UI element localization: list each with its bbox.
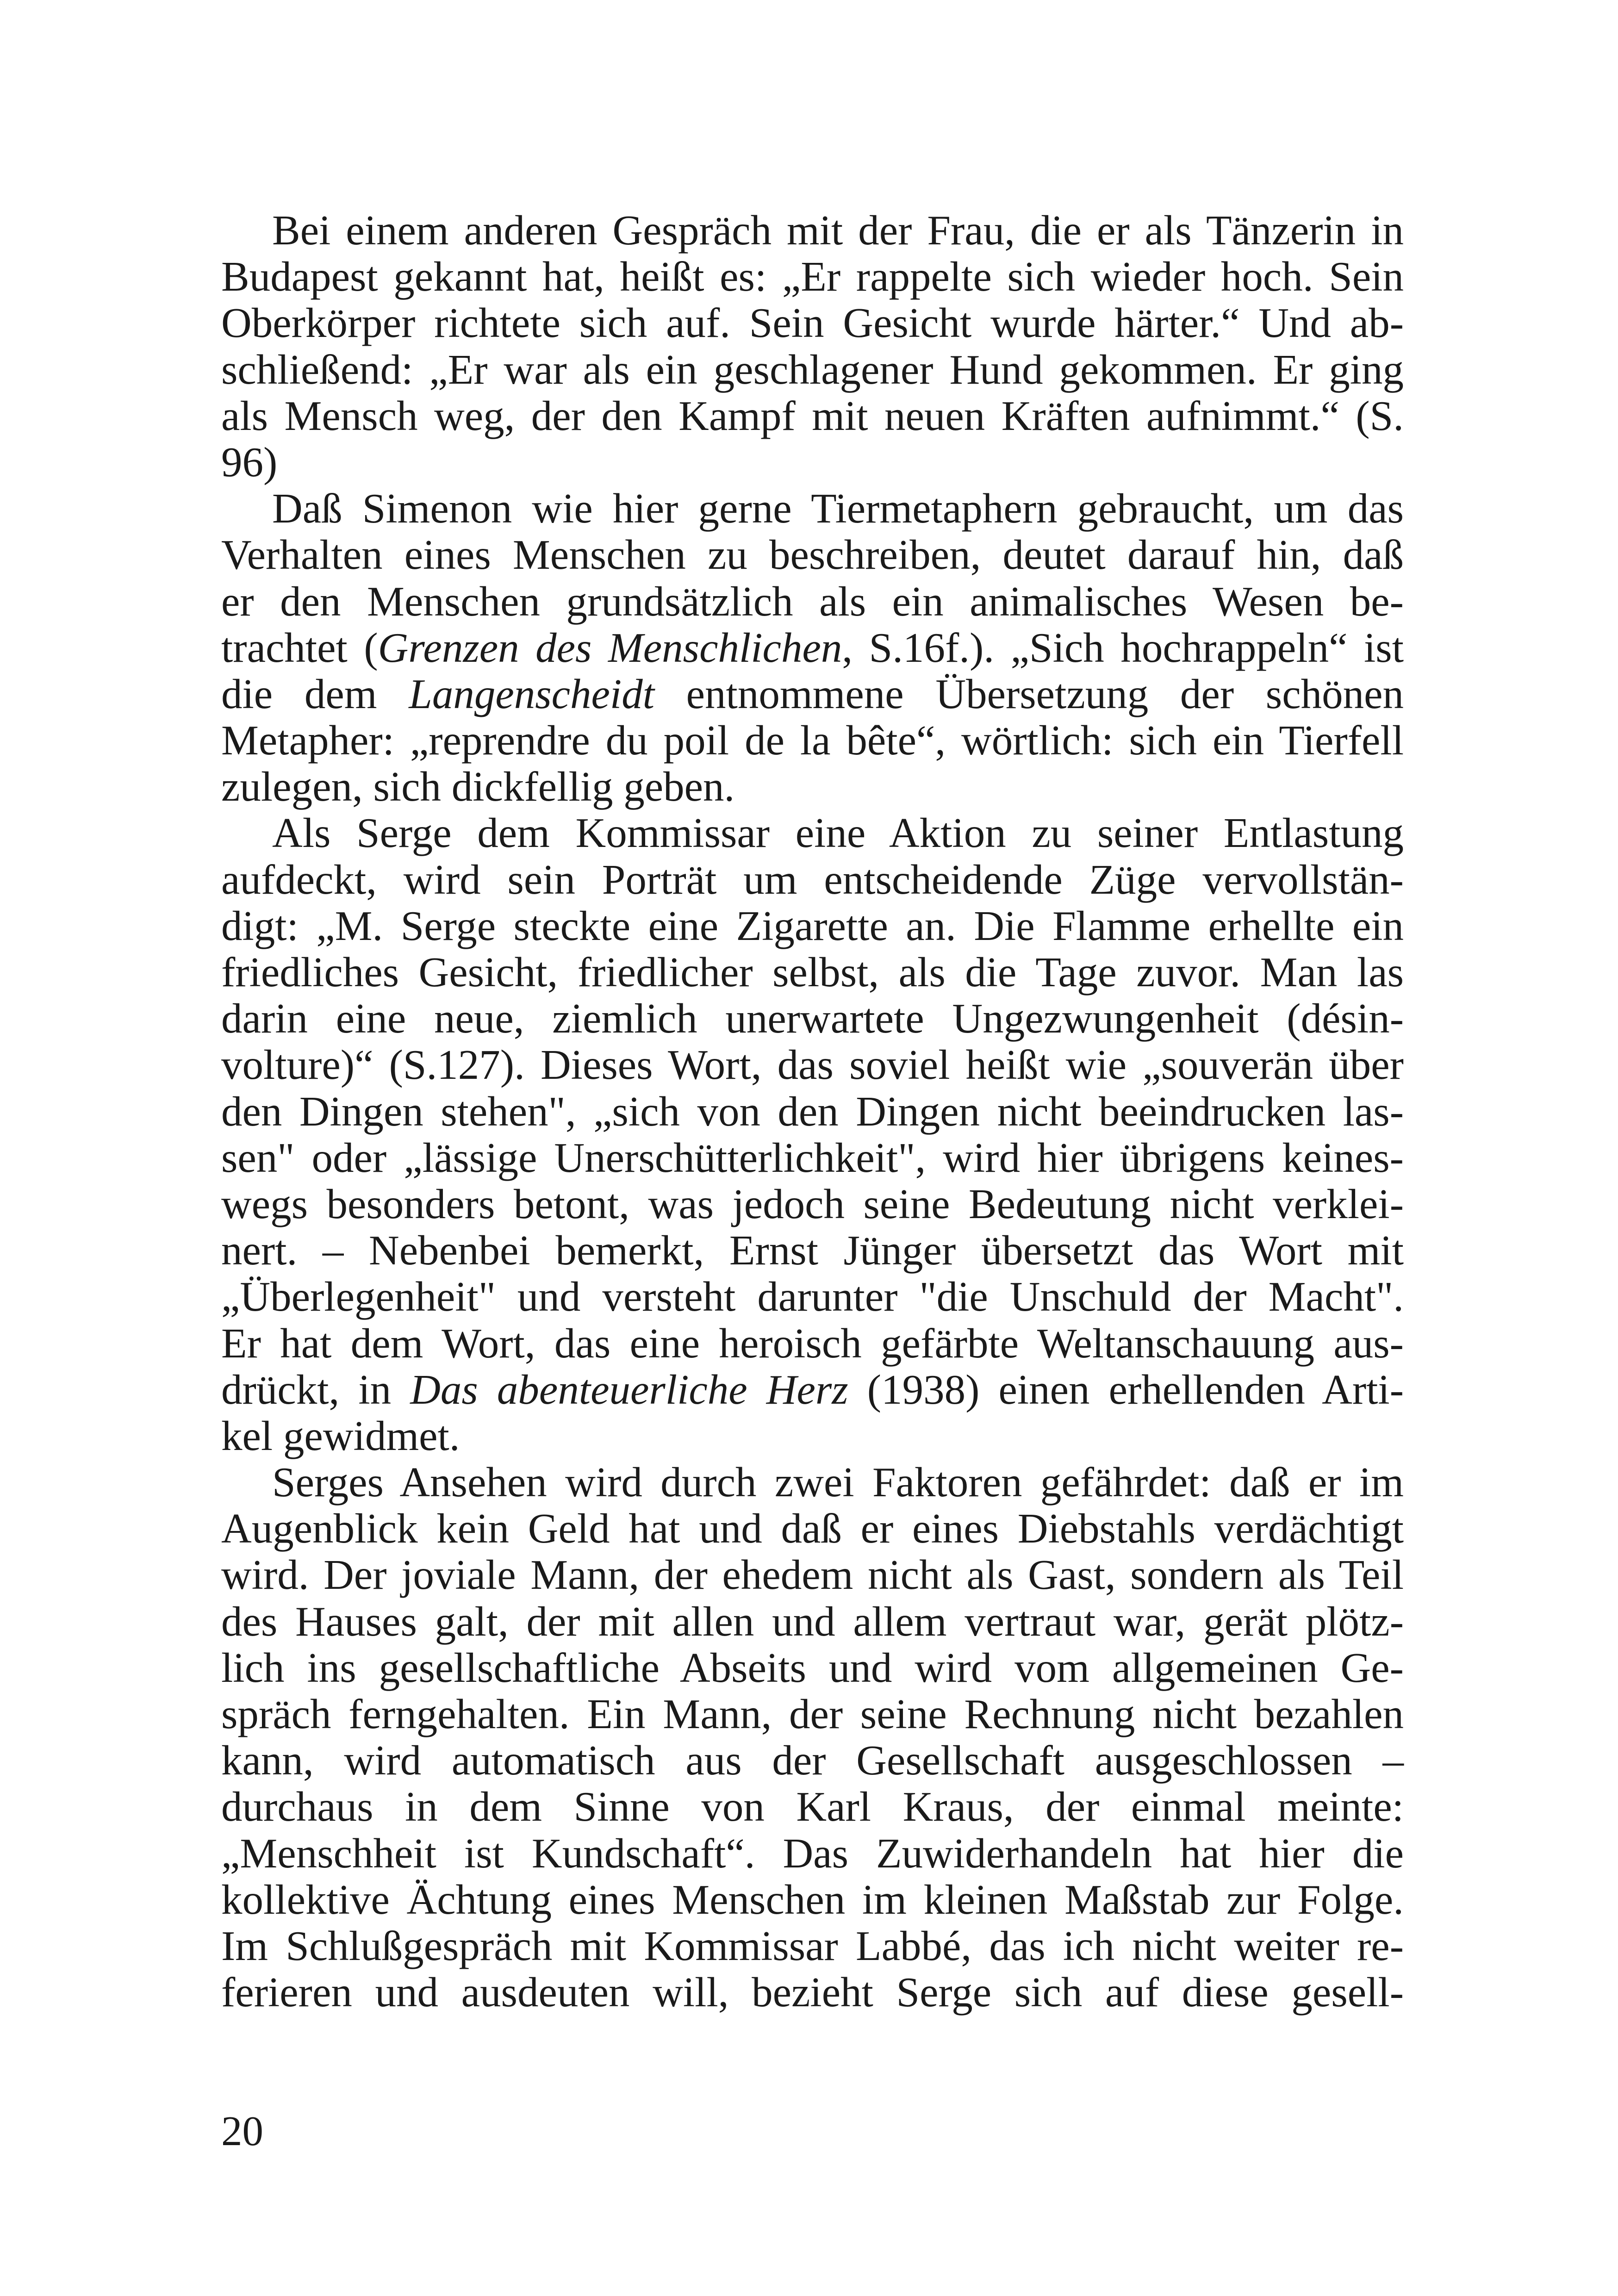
text-line	[221, 1877, 1404, 1923]
text-segment: darin eine neue, ziemlich unerwartete Ungezwungenheit (désin-	[221, 995, 1404, 1042]
text-line	[221, 579, 1404, 625]
text-segment: Als Serge dem Kommissar eine Aktion zu seiner Entlastung	[272, 809, 1404, 857]
text-segment: friedliches Gesicht, friedlicher selbst, als die Tage zuvor. Man las	[221, 949, 1404, 996]
text-segment: digt: „M. Serge steckte eine Zigarette an. Die Flamme erhellte ein	[221, 902, 1404, 949]
text-segment: trachtet (	[221, 624, 378, 671]
text-segment: entnommene Übersetzung der schönen	[654, 670, 1404, 717]
text-segment: , S.16f.). „Sich hochrappeln“ ist	[842, 624, 1404, 671]
text-line	[221, 1459, 1404, 1506]
text-line	[221, 1784, 1404, 1830]
text-line	[221, 1413, 1404, 1459]
text-segment: „Überlegenheit" und versteht darunter "die Unschuld der Macht".	[221, 1273, 1404, 1320]
text-line	[221, 625, 1404, 671]
text-line	[221, 671, 1404, 717]
text-line	[221, 1274, 1404, 1320]
italic-title: Langenscheidt	[409, 670, 654, 717]
text-segment: Oberkörper richtete sich auf. Sein Gesicht wurde härter.“ Und ab-	[221, 299, 1404, 347]
text-line	[221, 347, 1404, 393]
text-segment: drückt, in	[221, 1366, 411, 1413]
text-line	[221, 996, 1404, 1042]
text-segment: Er hat dem Wort, das eine heroisch gefärbte Weltanschauung aus-	[221, 1319, 1404, 1367]
text-segment: aufdeckt, wird sein Porträt um entscheidende Züge vervollstän-	[221, 856, 1404, 903]
text-line	[221, 439, 1404, 485]
text-line	[221, 1135, 1404, 1181]
text-line	[221, 903, 1404, 949]
text-line	[221, 300, 1404, 346]
text-line	[221, 207, 1404, 254]
text-line	[221, 1227, 1404, 1274]
text-line	[221, 532, 1404, 578]
text-segment: 96)	[221, 438, 278, 485]
text-line	[221, 1923, 1404, 1969]
text-line	[221, 857, 1404, 903]
text-segment: (1938) einen erhellenden Arti-	[848, 1366, 1404, 1413]
text-segment: schließend: „Er war als ein geschlagener Hund gekommen. Er ging	[221, 346, 1404, 393]
text-segment: durchaus in dem Sinne von Karl Kraus, der einmal meinte:	[221, 1783, 1404, 1830]
text-line	[221, 1367, 1404, 1413]
text-segment: kel gewidmet.	[221, 1412, 460, 1459]
text-line	[221, 1599, 1404, 1645]
text-segment: kann, wird automatisch aus der Gesellschaft ausgeschlossen –	[221, 1737, 1404, 1784]
text-line	[221, 1320, 1404, 1367]
text-segment: spräch ferngehalten. Ein Mann, der seine Rechnung nicht bezahlen	[221, 1691, 1404, 1737]
page-number: 20	[221, 2108, 263, 2154]
text-line	[221, 717, 1404, 764]
text-line	[221, 1506, 1404, 1552]
text-segment: sen" oder „lässige Unerschütterlichkeit", wird hier übrigens keines-	[221, 1134, 1404, 1181]
text-segment: des Hauses galt, der mit allen und allem vertraut war, gerät plötz-	[221, 1598, 1404, 1645]
text-segment: Verhalten eines Menschen zu beschreiben, deutet darauf hin, daß	[221, 531, 1404, 579]
text-segment: den Dingen stehen", „sich von den Dingen nicht beeindrucken las-	[221, 1088, 1404, 1135]
text-line	[221, 1089, 1404, 1135]
text-line	[221, 949, 1404, 996]
text-line	[221, 1969, 1404, 2016]
text-line	[221, 810, 1404, 856]
text-line	[221, 1645, 1404, 1691]
body-text	[221, 207, 1404, 2016]
text-segment: nert. – Nebenbei bemerkt, Ernst Jünger übersetzt das Wort mit	[221, 1227, 1404, 1274]
text-segment: die dem	[221, 670, 409, 717]
text-line	[221, 1552, 1404, 1598]
text-line	[221, 1042, 1404, 1088]
italic-title: Grenzen des Menschlichen	[378, 624, 842, 671]
italic-title: Das abenteuerliche Herz	[410, 1366, 848, 1413]
text-line	[221, 1737, 1404, 1784]
text-segment: Daß Simenon wie hier gerne Tiermetaphern gebraucht, um das	[272, 485, 1404, 532]
text-segment: er den Menschen grundsätzlich als ein animalisches Wesen be-	[221, 578, 1404, 625]
text-segment: volture)“ (S.127). Dieses Wort, das soviel heißt wie „souverän über	[221, 1041, 1404, 1089]
text-line	[221, 485, 1404, 532]
text-line	[221, 764, 1404, 810]
text-line	[221, 254, 1404, 300]
text-segment: Metapher: „reprendre du poil de la bête“, wörtlich: sich ein Tierfell	[221, 717, 1404, 764]
text-line	[221, 393, 1404, 439]
text-segment: Im Schlußgespräch mit Kommissar Labbé, das ich nicht weiter re-	[221, 1922, 1404, 1969]
text-segment: Budapest gekannt hat, heißt es: „Er rappelte sich wieder hoch. Sein	[221, 253, 1404, 300]
text-segment: Bei einem anderen Gespräch mit der Frau, die er als Tänzerin in	[272, 207, 1404, 254]
text-line	[221, 1691, 1404, 1737]
text-segment: Augenblick kein Geld hat und daß er eines Diebstahls verdächtigt	[221, 1505, 1404, 1552]
text-segment: wird. Der joviale Mann, der ehedem nicht als Gast, sondern als Teil	[221, 1551, 1404, 1599]
text-segment: ferieren und ausdeuten will, bezieht Serge sich auf diese gesell-	[221, 1969, 1404, 2016]
text-segment: Serges Ansehen wird durch zwei Faktoren gefährdet: daß er im	[272, 1459, 1404, 1506]
text-segment: lich ins gesellschaftliche Abseits und wird vom allgemeinen Ge-	[221, 1644, 1404, 1691]
text-line	[221, 1181, 1404, 1227]
text-segment: „Menschheit ist Kundschaft“. Das Zuwiderhandeln hat hier die	[221, 1829, 1404, 1877]
text-line	[221, 1830, 1404, 1877]
text-segment: wegs besonders betont, was jedoch seine Bedeutung nicht verklei-	[221, 1180, 1404, 1227]
text-segment: zulegen, sich dickfellig geben.	[221, 763, 735, 810]
text-segment: kollektive Ächtung eines Menschen im kleinen Maßstab zur Folge.	[221, 1876, 1404, 1923]
text-segment: als Mensch weg, der den Kampf mit neuen Kräften aufnimmt.“ (S.	[221, 392, 1404, 439]
